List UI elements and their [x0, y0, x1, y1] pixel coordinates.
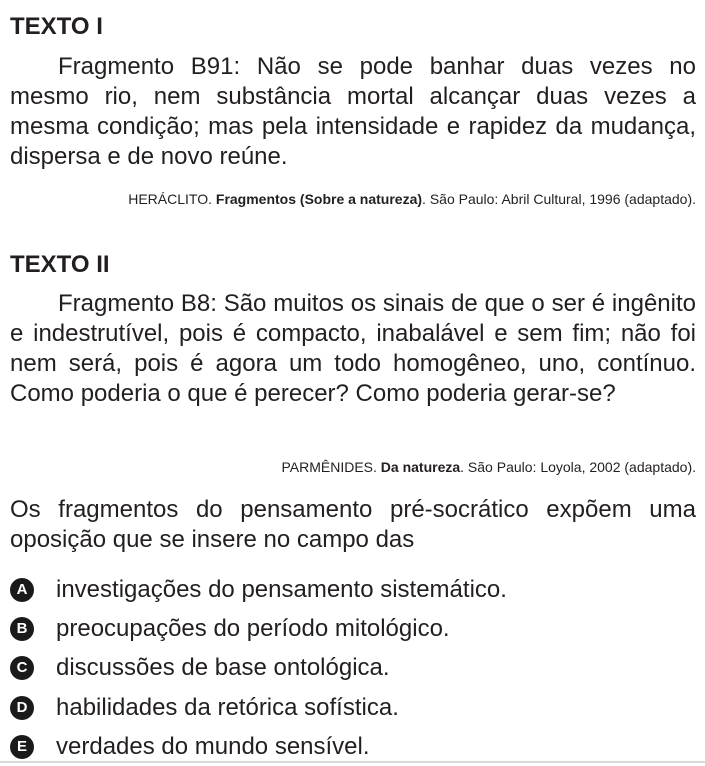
option-a-text: investigações do pensamento sistemático. — [56, 575, 507, 603]
option-a[interactable] — [10, 570, 696, 609]
option-e-letter-badge: E — [10, 735, 34, 759]
texto-2-citation-work: Da natureza — [380, 459, 461, 475]
option-b[interactable] — [10, 609, 696, 648]
option-b-text: preocupações do período mitológico. — [56, 614, 450, 642]
option-c[interactable] — [10, 649, 696, 688]
texto-2-citation-author: PARMÊNIDES. — [281, 459, 377, 475]
bottom-divider — [0, 761, 705, 763]
question-stem: Os fragmentos do pensamento pré-socrático expõem uma oposição que se insere no campo das — [10, 496, 696, 553]
option-c-letter-badge: C — [10, 656, 34, 680]
texto-1-citation-work: Fragmentos (Sobre a natureza) — [215, 191, 423, 207]
texto-2-citation — [10, 458, 696, 476]
option-c-text: discussões de base ontológica. — [56, 654, 390, 682]
texto-1-citation-author: HERÁCLITO. — [128, 191, 212, 207]
texto-2-heading: TEXTO II — [10, 251, 110, 278]
texto-1-heading: TEXTO I — [10, 13, 103, 40]
answer-options — [10, 570, 696, 766]
texto-1-citation — [10, 190, 696, 208]
option-a-letter-badge: A — [10, 578, 34, 602]
texto-1-citation-rest: . São Paulo: Abril Cultural, 1996 (adaptado). — [422, 191, 696, 207]
option-d-letter-badge: D — [10, 696, 34, 720]
texto-2-citation-rest: . São Paulo: Loyola, 2002 (adaptado). — [460, 459, 696, 475]
option-b-letter-badge: B — [10, 617, 34, 641]
option-d-text: habilidades da retórica sofística. — [56, 693, 399, 721]
option-d[interactable] — [10, 688, 696, 727]
texto-2-body: Fragmento B8: São muitos os sinais de que o ser é ingênito e indestrutível, pois é compacto, inabalável e sem fim; não foi nem será, pois é agora um todo homogêneo, uno, contínuo. Como poderia o que é perecer? Como poderia gerar-se? — [10, 290, 696, 407]
option-e-text: verdades do mundo sensível. — [56, 732, 370, 760]
texto-1-body: Fragmento B91: Não se pode banhar duas vezes no mesmo rio, nem substância mortal alcançar duas vezes a mesma condição; mas pela intensidade e rapidez da mudança, dispersa e de novo reúne. — [10, 53, 696, 170]
